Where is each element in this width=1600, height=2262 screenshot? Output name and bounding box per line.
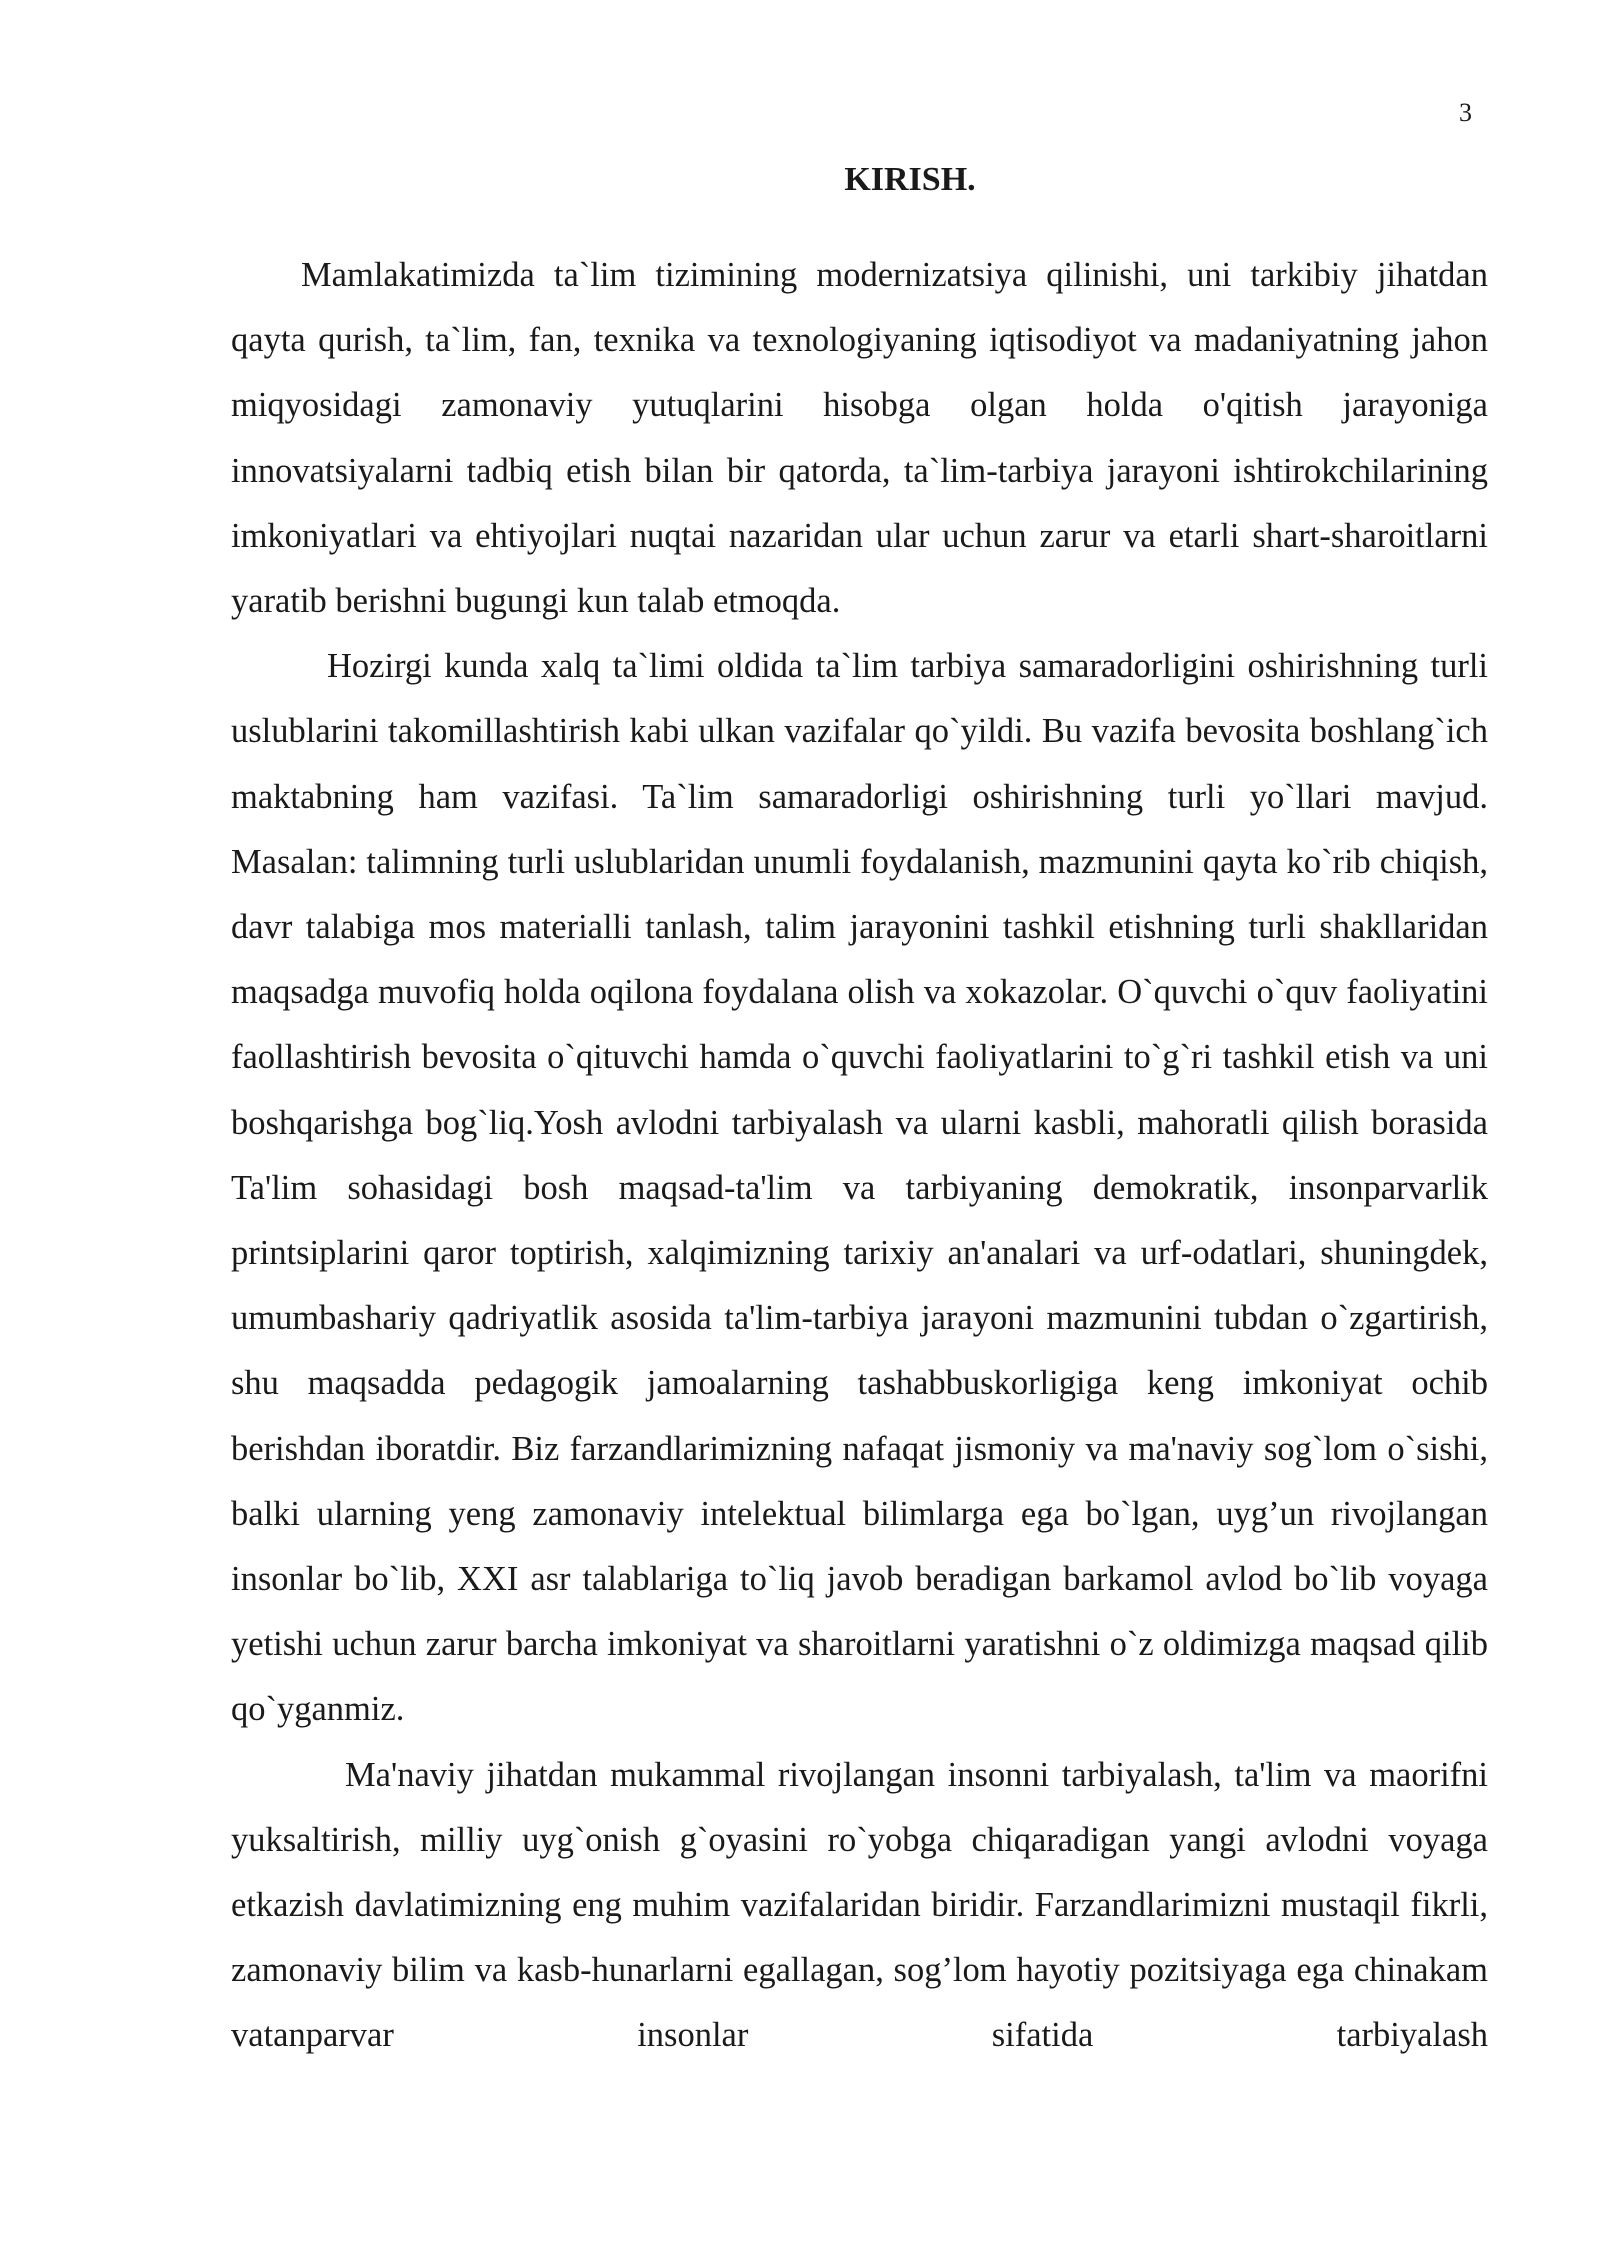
page-title-text: KIRISH. (844, 161, 976, 198)
page-number: 3 (1459, 98, 1472, 127)
body-text (231, 243, 1488, 2069)
page-title (0, 160, 1600, 200)
paragraph-3: Ma'naviy jihatdan mukammal rivojlangan insonni tarbiyalash, ta'lim va maorifni yuksaltirish, milliy uyg`onish g`oyasini ro`yobga chiqaradigan yangi avlodni voyaga etkazish davlatimizning eng muhim vazifalaridan biridir. Farzandlarimizni mustaqil fikrli, zamonaviy bilim va kasb-hunarlarni egallagan, sog’lom hayotiy pozitsiyaga ega chinakam vatanparvar insonlar sifatida tarbiyalash (231, 1755, 1488, 2055)
paragraph-2: Hozirgi kunda xalq ta`limi oldida ta`lim tarbiya samaradorligini oshirishning turli uslublarini takomillashtirish kabi ulkan vazifalar qo`yildi. Bu vazifa bevosita boshlang`ich maktabning ham vazifasi. Ta`lim samaradorligi oshirishning turli yo`llari mavjud. Masalan: talimning turli uslublaridan unumli foydalanish, mazmunini qayta ko`rib chiqish, davr talabiga mos materialli tanlash, talim jarayonini tashkil etishning turli shakllaridan maqsadga muvofiq holda oqilona foydalana olish va xokazolar. O`quvchi o`quv faoliyatini faollashtirish bevosita o`qituvchi hamda o`quvchi faoliyatlarini to`g`ri tashkil etish va uni boshqarishga bog`liq.Yosh avlodni tarbiyalash va ularni kasbli, mahoratli qilish borasida Ta'lim sohasidagi bosh maqsad-ta'lim va tarbiyaning demokratik, insonparvarlik printsiplarini qaror toptirish, xalqimizning tarixiy an'analari va urf-odatlari, shuningdek, umumbashariy qadriyatlik asosida ta'lim-tarbiya jarayoni mazmunini tubdan o`zgartirish, shu maqsadda pedagogik jamoalarning tashabbuskorligiga keng imkoniyat ochib berishdan iboratdir. Biz farzandlarimizning nafaqat jismoniy va ma'naviy sog`lom o`sishi, balki ularning yeng zamonaviy intelektual bilimlarga ega bo`lgan, uyg’un rivojlangan insonlar bo`lib, XXI asr talablariga to`liq javob beradigan barkamol avlod bo`lib voyaga yetishi uchun zarur barcha imkoniyat va sharoitlarni yaratishni o`z oldimizga maqsad qilib qo`yganmiz. (231, 647, 1488, 1729)
paragraph-1: Mamlakatimizda ta`lim tizimining modernizatsiya qilinishi, uni tarkibiy jihatdan qayta qurish, ta`lim, fan, texnika va texnologiyaning iqtisodiyot va madaniyatning jahon miqyosidagi zamonaviy yutuqlarini hisobga olgan holda o'qitish jarayoniga innovatsiyalarni tadbiq etish bilan bir qatorda, ta`lim-tarbiya jarayoni ishtirokchilarining imkoniyatlari va ehtiyojlari nuqtai nazaridan ular uchun zarur va etarli shart-sharoitlarni yaratib berishni bugungi kun talab etmoqda. (231, 256, 1488, 621)
